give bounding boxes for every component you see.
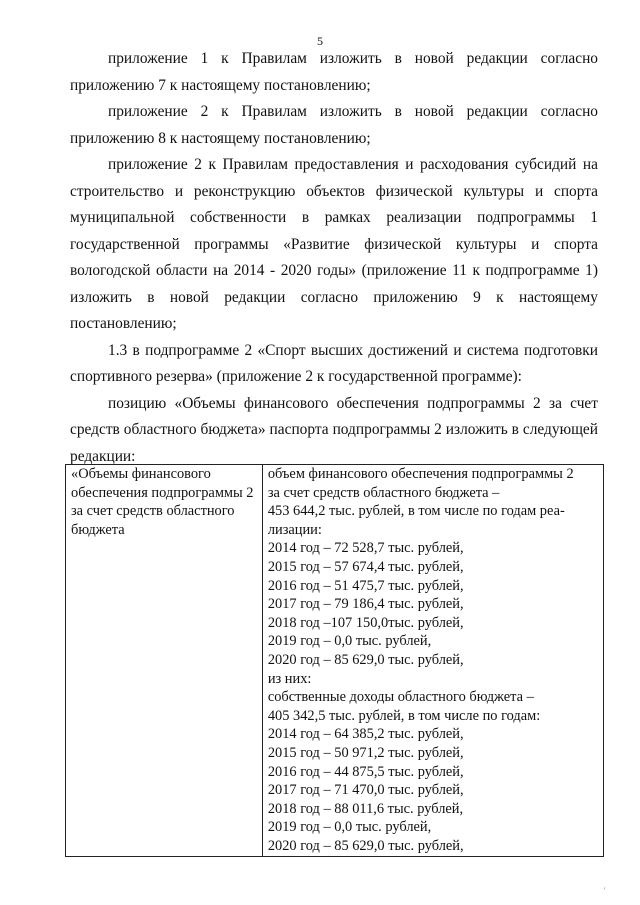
amount-line: 453 644,2 тыс. рублей, в том числе по годам реа- bbox=[267, 503, 565, 520]
page-number: 5 bbox=[317, 34, 323, 48]
document-body bbox=[70, 46, 598, 470]
amount-line: 2020 год – 85 629,0 тыс. рублей, bbox=[267, 837, 464, 854]
amount-line: 2017 год – 71 470,0 тыс. рублей, bbox=[267, 782, 464, 799]
paragraph: позицию «Объемы финансового обеспечения подпрограммы 2 за счет средств областного бюджета» паспорта подпрограммы 2 изложить в следующей редакции: bbox=[70, 394, 598, 465]
amount-line: 2020 год – 85 629,0 тыс. рублей, bbox=[267, 651, 464, 668]
amount-line: 2019 год – 0,0 тыс. рублей, bbox=[267, 819, 432, 836]
amount-line: 2018 год – 88 011,6 тыс. рублей, bbox=[267, 800, 464, 817]
amount-line: объем финансового обеспечения подпрограммы 2 bbox=[267, 466, 574, 482]
amount-line: лизации: bbox=[267, 521, 322, 538]
amount-line: 2016 год – 44 875,5 тыс. рублей, bbox=[267, 763, 464, 780]
amount-line: 2018 год –107 150,0тыс. рублей, bbox=[267, 614, 464, 631]
table-row bbox=[66, 465, 604, 857]
amount-line: 2016 год – 51 475,7 тыс. рублей, bbox=[267, 577, 464, 594]
scan-mark: ' bbox=[604, 886, 606, 895]
amount-line: 2015 год – 50 971,2 тыс. рублей, bbox=[267, 744, 464, 761]
table-cell-amounts bbox=[262, 465, 603, 857]
paragraph: приложение 1 к Правилам изложить в новой редакции согласно приложению 7 к настоящему постановлению; bbox=[70, 50, 598, 94]
paragraph: приложение 2 к Правилам предоставления и расходования субсидий на строительство и реконструкцию объектов физической культуры и спорта муниципальной собственности в рамках реализации подпрограммы 1 государственной программы «Развитие физической культуры и спорта вологодской области на 2014 - 2020 годы» (приложение 11 к подпрограмме 1) изложить в новой редакции согласно приложению 9 к настоящему постановлению; bbox=[70, 156, 598, 332]
amount-line: за счет средств областного бюджета – bbox=[267, 484, 500, 501]
amount-line: 2017 год – 79 186,4 тыс. рублей, bbox=[267, 596, 464, 613]
paragraph: 1.3 в подпрограмме 2 «Спорт высших достижений и система подготовки спортивного резерва» (приложение 2 к государственной программе): bbox=[70, 341, 598, 385]
amount-line: 2015 год – 57 674,4 тыс. рублей, bbox=[267, 558, 464, 575]
amount-line: собственные доходы областного бюджета – bbox=[267, 689, 534, 706]
amount-line: из них: bbox=[267, 670, 312, 687]
amount-line: 2014 год – 72 528,7 тыс. рублей, bbox=[267, 540, 464, 557]
amount-line: 2014 год – 64 385,2 тыс. рублей, bbox=[267, 726, 464, 743]
amount-line: 2019 год – 0,0 тыс. рублей, bbox=[267, 633, 432, 650]
amount-line: 405 342,5 тыс. рублей, в том числе по годам: bbox=[267, 707, 541, 724]
paragraph: приложение 2 к Правилам изложить в новой редакции согласно приложению 8 к настоящему постановлению; bbox=[70, 103, 598, 147]
table-cell-position: «Объемы финансового обеспечения подпрограммы 2 за счет средств областного бюджета bbox=[66, 465, 263, 857]
funding-table bbox=[65, 464, 604, 857]
